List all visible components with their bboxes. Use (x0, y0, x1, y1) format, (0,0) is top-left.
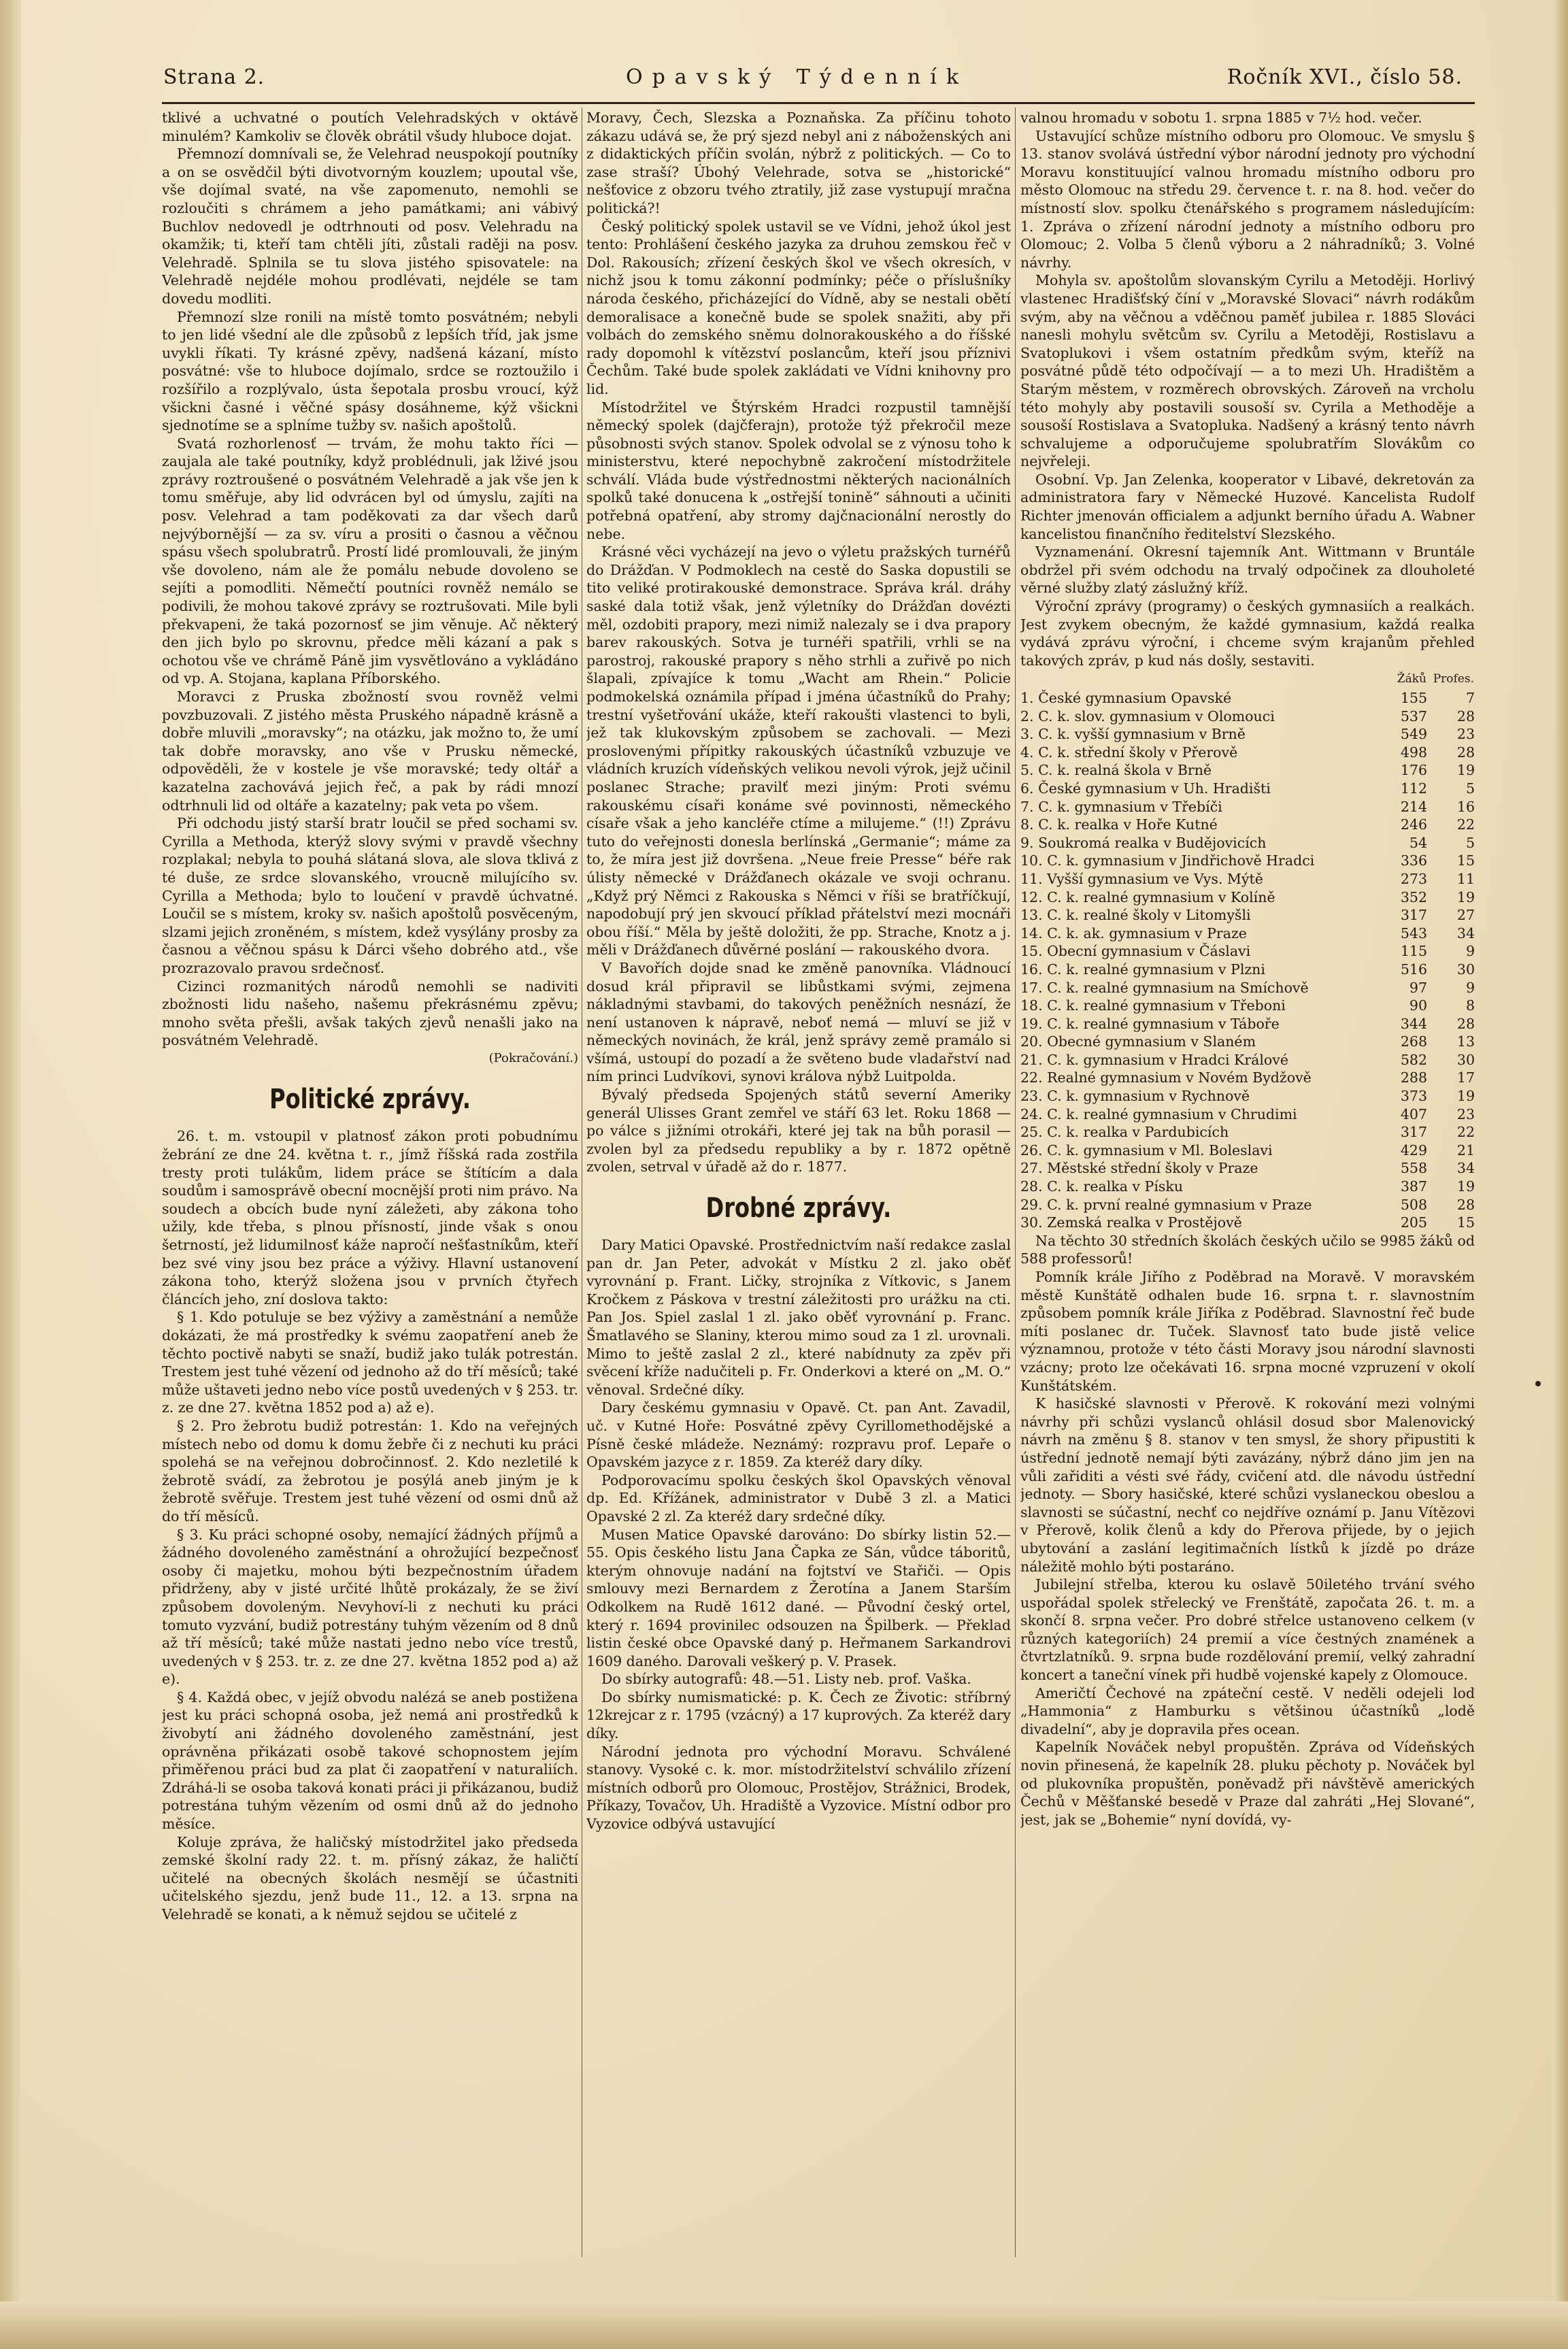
paragraph: Osobní. Vp. Jan Zelenka, kooperator v Libavé, dekretován za administratora fary v Německé Huzové. Kancelista Rudolf Richter jmenován officialem a adjunkt berního úřadu A. Wabner kancelistou finančního ředitelství Slezského. (1020, 471, 1475, 542)
student-count: 344 (1400, 1015, 1427, 1032)
paragraph: Američtí Čechové na zpáteční cestě. V neděli odejeli loď „Hammonia“ z Hamburku s většinou účastníků „lodě divadelní“, aby je dopravila přes ocean. (1020, 1684, 1475, 1737)
school-name: 2. C. k. slov. gymnasium v Olomouci (1020, 707, 1275, 724)
table-row (1020, 1159, 1475, 1178)
professor-count: 13 (1456, 1033, 1475, 1050)
school-name: 15. Obecní gymnasium v Čáslavi (1020, 943, 1251, 960)
school-name: 4. C. k. střední školy v Přerově (1020, 744, 1238, 761)
table-row (1020, 979, 1475, 997)
paragraph: Moravy, Čech, Slezska a Poznaňska. Za příčinu tohoto zákazu udává se, že prý sjezd nebyl ani z náboženských ani z didaktických příčin svolán, nýbrž z politických. — Co to zase straší? Úbohý Velehrade, sotva se „historické“ nešťovice z obzoru tvého ztratily, již zase vystupují mračna politická?! (586, 110, 1011, 216)
schools-table (1020, 669, 1475, 1231)
professor-count: 28 (1456, 744, 1475, 761)
table-header-students: Žáků (1397, 672, 1427, 686)
school-name: 1. České gymnasium Opavské (1020, 690, 1232, 706)
table-row (1020, 924, 1475, 943)
student-count: 582 (1400, 1051, 1427, 1068)
school-name: 27. Městské střední školy v Praze (1020, 1160, 1258, 1177)
bottom-page-edge (0, 2301, 1568, 2349)
student-count: 112 (1400, 780, 1427, 797)
professor-count: 27 (1456, 907, 1475, 924)
professor-count: 30 (1456, 1051, 1475, 1068)
student-count: 516 (1400, 961, 1427, 978)
student-count: 288 (1400, 1069, 1427, 1086)
table-row (1020, 1015, 1475, 1033)
paragraph: Přemnozí slze ronili na místě tomto posvátném; nebyli to jen lidé všední ale dle způsobů z lepších tříd, jak jsme uvykli říkati. Ty krásné zpěvy, nadšená kázaní, místo posvátné: vše to hluboce dojímalo, srdce se roztoužilo i rozšířilo a rozplývalo, ústa šepotala prosbu vroucí, kýž všickni časné i věčné spásy dosáhneme, kýž všickni sjednotíme se a splníme tužby sv. našich apoštolů. (162, 308, 578, 434)
paragraph: 26. t. m. vstoupil v platnosť zákon proti pobudnímu žebrání ze dne 24. května t. r., jímž říšská rada zostřila tresty proti tulákům, lidem práce se štítícím a dala soudům i samosprávě obecní mocnější proti nim právo. Na soudech a obcích bude nyní záležeti, aby zákona toho užily, kde třeba, s plnou přísností, jinde však s onou šetrností, jež lidumilnosť káže napročí nešťastníkům, kteří bez své viny jsou bez práce a výživy. Hlavní ustanovení zákona toho, kterýž složena jsou v prvních čtyřech článcích jeho, zní doslova takto: (162, 1128, 578, 1307)
table-header-blank (1020, 669, 1380, 689)
paragraph: V Bavořích dojde snad ke změně panovníka. Vládnoucí dosud král připravil se libůstkami svými, zejmena nákladnými stavbami, do takových peněžních nesnází, že není ustanoven k nápravě, neboť nemá — mluví se již v německých novinách, že král, jenž správy země pramálo si všímá, ustoupí do pozadí a že světeno bude vladařství nad ním princi Ludvíkovi, synovi králova nýbž Luitpolda. (586, 959, 1011, 1085)
table-row (1020, 689, 1475, 707)
student-count: 97 (1409, 979, 1427, 996)
table-row (1020, 707, 1475, 726)
school-name: 7. C. k. gymnasium v Třebíči (1020, 798, 1222, 815)
school-name: 26. C. k. gymnasium v Ml. Boleslavi (1020, 1142, 1273, 1159)
professor-count: 19 (1456, 888, 1475, 905)
paragraph: Koluje zpráva, že haličský místodržitel jako předseda zemské školní rady 22. t. m. přísný zákaz, že haličtí učitelé na obecných školách nesmějí se účastniti učitelského sjezdu, jenž bude 11., 12. a 13. srpna na Velehradě se konati, a k němuž sejdou se učitelé z (162, 1833, 578, 1922)
table-row (1020, 1123, 1475, 1142)
student-count: 498 (1400, 744, 1427, 761)
school-name: 5. C. k. realná škola v Brně (1020, 762, 1212, 779)
school-name: 3. C. k. vyšší gymnasium v Brně (1020, 726, 1246, 743)
table-row (1020, 780, 1475, 798)
table-row (1020, 852, 1475, 870)
paragraph: Výroční zprávy (programy) o českých gymnasiích a realkách. Jest zvykem obecným, že každé gymnasium, každá realka vydává zprávu výroční, i chceme svým krajanům přehled takových zpráv, p kud nás došly, sestaviti. (1020, 598, 1475, 669)
newspaper-title: Opavský Týdenník (626, 65, 969, 89)
student-count: 273 (1400, 870, 1427, 887)
student-count: 549 (1400, 726, 1427, 743)
paragraph: valnou hromadu v sobotu 1. srpna 1885 v 7½ hod. večer. (1020, 110, 1422, 126)
table-row (1020, 942, 1475, 961)
issue-info: Ročník XVI., číslo 58. (1227, 65, 1463, 89)
table-row (1020, 961, 1475, 979)
paragraph: Krásné věci vycházejí na jevo o výletu pražských turnéřů do Drážďan. V Podmoklech na cestě do Saska dopustili se tito veliké protirakouské demonstrace. Správa král. dráhy saské dala totiž však, jenž výletníky do Drážďan dovézti měl, ozdobiti prapory, mezi nimiž nalezaly se i dva prapory barev rakouských. Sotva je turnéři spatřili, vrhli se na parostroj, rakouské prapory s něho strhli a zuřivě po nich šlapali, zpívajíce k tomu „Wacht am Rhein.“ Policie podmokelská oznámila případ i jména účastníků do Prahy; trestní vyšetřování ukáže, kteří rakoušti vlastenci to byli, jež tak klukovským způsobem se zachovali. — Mezi proslovenými přípitky rakouských účastníků vzbuzuje ve vládních kruzích vídeňských velikou nevoli výrok, jejž učinil poslanec Strache; pravilť mezi jiným: Proti svému rakouskému císaři konáme své povinnosti, německého císaře však a jeho kancléře ctíme a milujeme.“ (!!) Zprávu tuto do veřejnosti donesla berlínská „Germanie“; máme za to, že míra jest již dovršena. „Neue freie Presse“ béře rak úlisty německé v Drážďanech okázale ve svoji ochranu. „Když prý Němci z Rakouska s Němci v říši se bratříčkují, napodobují prý jen skvoucí příklad přátelství mezi mocnáři obou říší.“ Měla by ještě doložiti, že pp. Strache, Knotz a j. měli v Drážďanech důvěrné poslání — rakouského dvora. (586, 544, 1011, 959)
school-name: 6. České gymnasium v Uh. Hradišti (1020, 780, 1271, 797)
school-name: 30. Zemská realka v Prostějově (1020, 1214, 1242, 1231)
school-name: 22. Realné gymnasium v Novém Bydžově (1020, 1069, 1312, 1086)
school-name: 9. Soukromá realka v Budějovicích (1020, 834, 1267, 851)
school-name: 29. C. k. první realné gymnasium v Praze (1020, 1196, 1312, 1213)
student-count: 246 (1400, 816, 1427, 833)
table-row (1020, 798, 1475, 816)
professor-count: 16 (1456, 798, 1475, 815)
page-header (163, 65, 1463, 95)
school-name: 20. Obecné gymnasium v Slaném (1020, 1033, 1256, 1050)
professor-count: 23 (1456, 726, 1475, 743)
paragraph: § 4. Každá obec, v jejíž obvodu nalézá se aneb postižena jest ku práci schopná osoba, jež nemá ani prostředků k živobytí ani žádného dovoleného zaměstnání, jest oprávněna přikázati osobě takové schopnostem jejím přiměřenou práci bud za plat či zaopatření v naturaliích. Zdráhá-li se osoba taková konati práci ji přikázanou, budiž potrestána tuhým vězením od osmi dnů až do jednoho měsíce. (162, 1688, 578, 1833)
column-divider (1015, 107, 1016, 2257)
school-name: 12. C. k. realné gymnasium v Kolíně (1020, 888, 1275, 905)
student-count: 543 (1400, 924, 1427, 942)
table-row (1020, 1196, 1475, 1214)
professor-count: 22 (1456, 1124, 1475, 1141)
table-row (1020, 888, 1475, 907)
school-name: 13. C. k. realné školy v Litomyšli (1020, 907, 1251, 924)
paragraph: Do sbírky autografů: 48.—51. Listy neb. prof. Vaška. (601, 1671, 971, 1688)
paragraph: Národní jednota pro východní Moravu. Schválené stanovy. Vysoké c. k. mor. místodržitelství schválilo zřízení místních odborů pro Olomouc, Prostějov, Strážnici, Brodek, Příkazy, Tovačov, Uh. Hradiště a Vyzovice. Místní odbor pro Vyzovice odbývá ustavující (586, 1743, 1011, 1833)
school-name: 28. C. k. realka v Písku (1020, 1178, 1184, 1195)
student-count: 317 (1400, 907, 1427, 924)
professor-count: 19 (1456, 1178, 1475, 1195)
professor-count: 28 (1456, 1015, 1475, 1032)
student-count: 155 (1400, 690, 1427, 706)
paragraph: Dary českému gymnasiu v Opavě. Ct. pan Ant. Zavadil, uč. v Kutné Hoře: Posvátné zpěvy Cyrillomethodějské a Písně české mládeže. Neznámý: rozpravu prof. Lepaře o Opavském jazyce z r. 1859. Za kteréž dary díky. (586, 1399, 1011, 1471)
professor-count: 34 (1456, 1160, 1475, 1177)
professor-count: 15 (1456, 852, 1475, 869)
paragraph: Místodržitel ve Štýrském Hradci rozpustil tamnější německý spolek (dajčferajn), protože týž překročil meze působnosti svých stanov. Spolek odvolal se z výnosu toho k ministerstvu, které nepochybně zakročení místodržitele schválí. Vláda bude výstřednostmi některých nacionálních spolků také donucena k „ostřejší tonině“ sáhnouti a učiniti potřebná opatření, aby stromy dajčnacionální nerostly do nebe. (586, 399, 1011, 542)
professor-count: 7 (1465, 690, 1475, 706)
table-header-row (1020, 669, 1475, 689)
paragraph: Bývalý předseda Spojených států severní Ameriky generál Ulisses Grant zemřel ve stáří 63 let. Roku 1868 — po válce s jižními otrokáři, které jej tak na bůh porasil — zvolen byl za předsedu republiky a by r. 1872 opětně zvolen, setrval v úřadě až do r. 1877. (586, 1086, 1011, 1176)
professor-count: 11 (1456, 870, 1475, 887)
paragraph: § 3. Ku práci schopné osoby, nemající žádných příjmů a žádného dovoleného zaměstnání a ohrožující bezpečnosť osoby či majetku, mohou býti bezpečnostním úřadem přidrženy, aby v jisté určité lhůtě prokázaly, že se živí způsobem dovoleným. Nevyhoví-li z nechuti ku práci tomuto vyzvání, budiž potrestány tuhým vězením od 8 dnů až tří měsíců; také může nastati jedno nebo více trestů, uvedených v § 253. tr. z. ze dne 27. května 1852 pod a) až e). (162, 1526, 578, 1688)
paragraph: Český politický spolek ustavil se ve Vídni, jehož úkol jest tento: Prohlášení českého jazyka za druhou zemskou řeč v Dol. Rakousích; zřízení českých škol ve všech okresích, v nichž jsou k tomu zákonní podmínky; péče o příslušníky národa českého, přicházející do Vídně, aby se nestali obětí demoralisace a konečně bude se spolek snažiti, aby při volbách do zemského sněmu dolnorakouského a do říšské rady dopomohl k vítězství poslancům, kteří jsou příznivi Čechům. Také bude spolek zakládati ve Vídni knihovny pro lid. (586, 218, 1011, 397)
school-name: 8. C. k. realka v Hoře Kutné (1020, 816, 1218, 833)
paragraph: Cizinci rozmanitých národů nemohli se nadiviti zbožnosti lidu našeho, našemu překrásnému zpěvu; mnoho světa přešli, avšak takých zjevů nenašli jako na posvátném Velehradě. (162, 978, 578, 1049)
table-row (1020, 744, 1475, 762)
paragraph: § 2. Pro žebrotu budiž potrestán: 1. Kdo na veřejných místech nebo od domu k domu žebře či z nechuti ku práci spolehá se na veřejnou dobročinnosť. 2. Kdo nezletilé k žebrotě svádí, za žebrotou je posýlá aneb jiným je k žebrotě svěřuje. Trestem jest tuhé vězení od osmi dnů až do tří měsíců. (162, 1417, 578, 1525)
student-count: 373 (1400, 1088, 1427, 1105)
professor-count: 9 (1465, 979, 1475, 996)
binding-hole-mark (1535, 1381, 1541, 1386)
column-2 (586, 109, 1011, 2259)
student-count: 508 (1400, 1196, 1427, 1213)
professor-count: 8 (1465, 997, 1475, 1014)
section-heading-short-news: Drobné zprávy. (705, 1193, 892, 1225)
professor-count: 23 (1456, 1105, 1475, 1122)
paragraph: Pomník krále Jiřího z Poděbrad na Moravě. V moravském městě Kunštátě odhalen bude 16. srpna t. r. slavnostním způsobem pomník krále Jiříka z Poděbrad. Slavnostní řeč bude míti poslanec dr. Tuček. Slavnosť tato bude jistě velice významnou, protože v této části Moravy jsou národní slavnosti vzácny; proto lze očekávati 16. srpna mocné vzpruzení v okolí Kunštátském. (1020, 1269, 1475, 1394)
school-name: 21. C. k. gymnasium v Hradci Králové (1020, 1051, 1288, 1068)
student-count: 115 (1400, 943, 1427, 960)
student-count: 90 (1409, 997, 1427, 1014)
paragraph: Svatá rozhorlenosť — trvám, že mohu takto říci — zaujala ale také poutníky, když problédnuli, jak lživé jsou zprávy roztroušené o posvátném Velehradě a jak vše jen k tomu směřuje, aby lid odvrácen byl od úmyslu, zajíti na posv. Velehrad a tam poděkovati za dar všech darů nejvýbornější — za sv. víru a prositi o časnou a věčnou spásu všech spolubratrů. Prostí lidé promlouvali, že jiným vše dovoleno, nám ale že pomálu nebude dovoleno se sejíti a pomodliti. Němečtí poutníci rovněž nemálo se podivili, že mohou takové zprávy se roztrušovati. Mile byli překvapeni, že taká pozornosť se jim věnuje. Ač některý den jich bylo po skrovnu, předce měli kázaní a pak s ochotou vše ve chrámě Páně jim vysvětlováno a vykládáno od vp. A. Stojana, kaplana Příborského. (162, 435, 578, 687)
right-page-edge (1553, 0, 1568, 2349)
professor-count: 5 (1465, 780, 1475, 797)
table-row (1020, 1051, 1475, 1069)
school-name: 17. C. k. realné gymnasium na Smíchově (1020, 979, 1309, 996)
professor-count: 19 (1456, 762, 1475, 779)
paragraph: Musen Matice Opavské darováno: Do sbírky listin 52.—55. Opis českého listu Jana Čapka ze Sán, vůdce táboritů, kterým ohnovuje nadání na fojtství ve Stařiči. — Opis smlouvy mezi Bernardem z Žerotína a Janem Starším Odkolkem na Rudě 1612 dané. — Původní český ortel, který r. 1694 provinilec odsouzen na Špilberk. — Překlad listin české obce Opavské daný p. Heřmanem Sarkandrovi 1609 daného. Darovali veškerý p. V. Prasek. (586, 1526, 1011, 1669)
table-row (1020, 834, 1475, 852)
paragraph: Kapelník Nováček nebyl propuštěn. Zpráva od Vídeňských novin přinesená, že kapelník 28. pluku pěchoty p. Nováček byl od plukovníka propuštěn, poněvadž při návštěvě amerických Čechů v Měšťanské besedě v Praze dal zahráti „Hej Slované“, jest, jak se „Bohemie“ nyní dovídá, vy- (1020, 1739, 1475, 1828)
school-name: 25. C. k. realka v Pardubicích (1020, 1124, 1229, 1141)
professor-count: 22 (1456, 816, 1475, 833)
student-count: 407 (1400, 1105, 1427, 1122)
paragraph: Mohyla sv. apoštolům slovanským Cyrilu a Metoději. Horlivý vlastenec Hradišťský číní v „Moravské Slovaci“ návrh rodákům svým, aby na věčnou a vděčnou paměť jubilea r. 1885 Slováci nanesli mohylu světcům sv. Cyrilu a Metoději, Rostislavu a Svatoplukovi i všem ostatním předkům svým, kteříž na posvátné půdě této odpočívají — a to mezi Uh. Hradištěm a Starým městem, v rozměrech obrovských. Zároveň na vrcholu této mohyly aby postavili sousoší sv. Cyrila a Methoděje a sousoší Rostislava a Svatopluka. Nadšený a krásný tento návrh schvalujeme a odporučujeme spolubratřím Slovákům co nejvřeleji. (1020, 272, 1475, 470)
paragraph: Na těchto 30 středních školách českých učilo se 9985 žáků od 588 professorů! (1020, 1232, 1475, 1267)
student-count: 205 (1400, 1214, 1427, 1231)
school-name: 24. C. k. realné gymnasium v Chrudimi (1020, 1105, 1297, 1122)
student-count: 268 (1400, 1033, 1427, 1050)
professor-count: 19 (1456, 1088, 1475, 1105)
table-row (1020, 1033, 1475, 1051)
professor-count: 15 (1456, 1214, 1475, 1231)
student-count: 214 (1400, 798, 1427, 815)
continuation-note: (Pokračování.) (488, 1050, 578, 1065)
student-count: 558 (1400, 1160, 1427, 1177)
table-row (1020, 906, 1475, 924)
professor-count: 34 (1456, 924, 1475, 942)
student-count: 176 (1400, 762, 1427, 779)
professor-count: 9 (1465, 943, 1475, 960)
student-count: 537 (1400, 707, 1427, 724)
student-count: 54 (1409, 834, 1427, 851)
table-row (1020, 1142, 1475, 1160)
table-row (1020, 1178, 1475, 1196)
paragraph: Jubilejní střelba, kterou ku oslavě 50iletého trvání svého uspořádal spolek střelecký ve Frenštátě, započata 26. t. m. a skončí 8. srpna večer. Pro dobré střelce ustanoveno celkem (v různých kategoriích) 24 premií a více čestných znamének a čtvrtzlatníků. 9. srpna bude rozdělování premií, velký zahradní koncert a taneční vínek při hudbě vojenské kapely z Olomouce. (1020, 1576, 1475, 1684)
school-name: 19. C. k. realné gymnasium v Táboře (1020, 1015, 1280, 1032)
paragraph: Vyznamenání. Okresní tajemník Ant. Wittmann v Bruntále obdržel při svém odchodu na trvalý odpočinek za dlouholeté věrné služby zlatý záslužný kříž. (1020, 544, 1475, 597)
paragraph: Přemnozí domnívali se, že Velehrad neuspokojí poutníky a on se osvědčil býti divotvorným kouzlem; upoutal vše, vše dojímal svaté, na vše zapomenuto, nemohli se rozloučiti s chrámem a jeho památkami; ani vábivý Buchlov nedovedl je odtrhnouti od posv. Velehradu na okamžik; ti, kteří tam chtěli jíti, zůstali raději na posv. Velehradě. Splnila se tu slova jistého spisovatele: na Velehradě nejdéle mohou prodlévati, nejdéle se tam dovedu modliti. (162, 146, 578, 307)
table-row (1020, 725, 1475, 744)
student-count: 387 (1400, 1178, 1427, 1195)
paragraph: tklivé a uchvatné o poutích Velehradských v oktávě minulém? Kamkoliv se člověk obrátil všudy hluboce dojat. (162, 110, 578, 144)
school-name: 23. C. k. gymnasium v Rychnově (1020, 1088, 1250, 1105)
school-name: 11. Vyšší gymnasium ve Vys. Mýtě (1020, 870, 1263, 887)
table-row (1020, 1087, 1475, 1105)
paragraph: Při odchodu jistý starší bratr loučil se před sochami sv. Cyrilla a Methoda, kterýž slovy svými v pravdě všechny rozplakal; nebyla to pouhá slátaná slova, ale slova tklivá z té duše, ze srdce slovanského, vroucně milujícího sv. Cyrilla a Methoda; bylo to loučení v pravdě úchvatné. Loučil se s místem, kroky sv. našich apoštolů posvěceným, slzami jejich zroněném, s místem, kdež vysýlány prosby za časnou a věčnou spásu k Dárci všeho dobrého atd., vše prozrazovalo pravou srdečnosť. (162, 815, 578, 976)
school-name: 16. C. k. realné gymnasium v Plzni (1020, 961, 1265, 978)
student-count: 336 (1400, 852, 1427, 869)
professor-count: 30 (1456, 961, 1475, 978)
student-count: 429 (1400, 1142, 1427, 1159)
school-name: 18. C. k. realné gymnasium v Třeboni (1020, 997, 1286, 1014)
column-3 (1020, 109, 1475, 2259)
table-header-professors: Profes. (1433, 672, 1474, 686)
page-number: Strana 2. (163, 65, 265, 89)
paragraph: Ustavující schůze místního odboru pro Olomouc. Ve smyslu § 13. stanov svolává ústřední výbor národní jednoty pro východní Moravu konstituující valnou hromadu místního odboru pro město Olomouc na středu 29. července t. r. na 8. hod. večer do místností slov. spolku čtenářského s programem následujícím: 1. Zpráva o zřízení národní jednoty a místního odboru pro Olomouc; 2. Volba 5 členů výboru a 2 náhradníků; 3. Volné návrhy. (1020, 127, 1475, 271)
school-name: 14. C. k. ak. gymnasium v Praze (1020, 924, 1247, 942)
student-count: 317 (1400, 1124, 1427, 1141)
table-row (1020, 816, 1475, 834)
professor-count: 5 (1465, 834, 1475, 851)
school-name: 10. C. k. gymnasium v Jindřichově Hradci (1020, 852, 1315, 869)
paragraph: Moravci z Pruska zbožností svou rovněž velmi povzbuzovali. Z jistého města Pruského nápadně krásně a dobře mluvili „moravsky“; na otázku, jak možno to, že umí tak dobře moravsky, ano vše v Prusku německé, odpověděli, že v kostele je vše moravské; tedy oltář a kazatelna zachovává jejich řeč, a pak by rádi mnozí odtrhnuli lid od oltáře a kazatelny; pak veta po všem. (162, 688, 578, 814)
table-row (1020, 1214, 1475, 1232)
table-row (1020, 870, 1475, 888)
section-heading-politics: Politické zprávy. (269, 1084, 471, 1116)
paragraph: Podporovacímu spolku českých škol Opavských věnoval dp. Ed. Křížánek, administrator v Dubě 3 zl. a Matici Opavské 2 zl. Za kteréž dary srdečné díky. (586, 1471, 1011, 1525)
left-page-edge (0, 0, 20, 2349)
paragraph: § 1. Kdo potuluje se bez výživy a zaměstnání a nemůže dokázati, že má prostředky k svému zaopatření aneb že těchto poctivě nabyti se snaží, budiž jako tulák potrestán. Trestem jest tuhé vězení od jednoho až do tří měsíců; také může uštaveti jedno nebo více postů uvedených v § 253. tr. z. ze dne 27. května 1852 pod a) až e). (162, 1309, 578, 1416)
paragraph: Dary Matici Opavské. Prostřednictvím naší redakce zaslal pan dr. Jan Peter, advokát v Místku 2 zl. jako oběť vyrovnání p. Frant. Ličky, strojníka z Vítkovic, s Janem Kročkem z Páskova v trestní záležitosti pro urážku na cti. Pan Jos. Spiel zaslal 1 zl. jako oběť vyrovnání p. Franc. Šmatlavého se Slaniny, kterou mimo soud za 1 zl. urovnali. Mimo to ještě zaslal 2 zl., které nabídnuty za zpěv při svěcení kříže nadučiteli p. Fr. Onderkovi a které on „M. O.“ věnoval. Srdečné díky. (586, 1237, 1011, 1398)
header-rule (162, 102, 1475, 104)
table-row (1020, 1069, 1475, 1087)
column-1 (162, 109, 578, 2259)
professor-count: 17 (1456, 1069, 1475, 1086)
professor-count: 28 (1456, 1196, 1475, 1213)
paragraph: Do sbírky numismatické: p. K. Čech ze Životic: stříbrný 12krejcar z r. 1795 (vzácný) a 17 kuprových. Za kteréž dary díky. (586, 1688, 1011, 1742)
paragraph: K hasičské slavnosti v Přerově. K rokování mezi volnými návrhy při schůzi vyslanců ohlásil dosud sbor Malenovický návrh na změnu § 8. stanov v ten smysl, že shory připustiti k ústřední jednotě nemají býti zavázány, nýbrž dáno jim jen na vůli zařiditi a vésti své řády, cvičení atd. dle návodu ústřední jednoty. — Sbory hasičské, které schůzi vyslaneckou obeslou a slavnosti se súčastní, nechť co nejdříve oznámí p. Janu Vítězovi v Přerově, kolik členů a kdy do Přerova přijede, by o jejich ubytování a zaslání legitimačních lístků k jízdě po dráze náležitě mohlo býti postaráno. (1020, 1395, 1475, 1575)
student-count: 352 (1400, 888, 1427, 905)
professor-count: 21 (1456, 1142, 1475, 1159)
table-row (1020, 997, 1475, 1015)
professor-count: 28 (1456, 707, 1475, 724)
table-row (1020, 1105, 1475, 1124)
table-row (1020, 761, 1475, 780)
